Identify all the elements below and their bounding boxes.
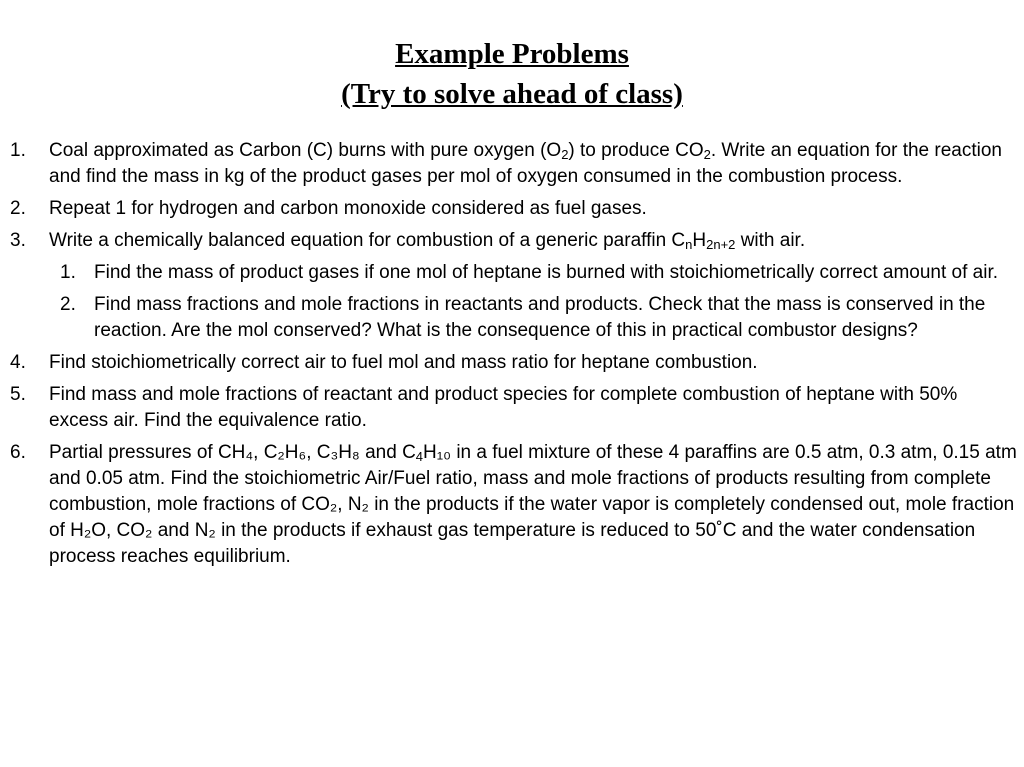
problem-text: ) to produce CO — [568, 140, 704, 161]
problem-text: Repeat 1 for hydrogen and carbon monoxide considered as fuel gases. — [49, 198, 647, 219]
subscript: n — [685, 237, 693, 252]
subproblem-number: 2. — [60, 294, 76, 315]
problem-3 — [0, 228, 1020, 254]
subproblem-number: 1. — [60, 262, 76, 283]
subscript: 2 — [703, 147, 711, 162]
problem-text: Find stoichiometrically correct air to fuel mol and mass ratio for heptane combustion. — [49, 352, 758, 373]
problem-1 — [0, 138, 1020, 190]
problem-number: 4. — [10, 352, 26, 373]
problem-text: Find mass and mole fractions of reactant and product species for complete combustion of heptane with 50% excess air. Find the equivalence ratio. — [49, 384, 958, 431]
problem-5 — [0, 382, 1020, 434]
problem-number: 1. — [10, 140, 26, 161]
problem-text: Coal approximated as Carbon (C) burns with pure oxygen (O — [49, 140, 562, 161]
subscript: 2n+2 — [706, 237, 736, 252]
problem-list — [0, 138, 1020, 576]
problem-4 — [0, 350, 1020, 376]
problem-text: Partial pressures of CH₄, C₂H₆, C₃H₈ and C — [49, 442, 416, 463]
problem-text: . Write an equation for the reaction and find the mass in kg of the product gases per mol of oxygen consumed in the combustion process. — [49, 140, 1002, 187]
problem-number: 6. — [10, 442, 26, 463]
problem-text: H — [692, 230, 707, 251]
problem-3-sub-1 — [0, 260, 1020, 286]
problem-number: 2. — [10, 198, 26, 219]
problem-6 — [0, 440, 1020, 570]
subproblem-text: Find the mass of product gases if one mol of heptane is burned with stoichiometrically correct amount of air. — [94, 262, 999, 283]
problem-number: 3. — [10, 230, 26, 251]
problem-text: Write a chemically balanced equation for combustion of a generic paraffin C — [49, 230, 686, 251]
problem-2 — [0, 196, 1020, 222]
title-line-1: Example Problems — [395, 38, 629, 70]
problem-text: with air. — [735, 230, 806, 251]
subproblem-text: Find mass fractions and mole fractions in reactants and products. Check that the mass is conserved in the reaction. Are the mol conserved? What is the consequence of this in practical combustor designs? — [94, 294, 986, 341]
slide-title — [0, 34, 1024, 114]
subscript: 4 — [415, 449, 424, 464]
problem-number: 5. — [10, 384, 26, 405]
problem-3-sub-2 — [0, 292, 1020, 344]
problem-text: H₁₀ in a fuel mixture of these 4 paraffins are 0.5 atm, 0.3 atm, 0.15 atm and 0.05 atm. Find the stoichiometric Air/Fuel ratio, mass and mole fractions of products resulting from complete combustion, mole fractions of CO₂, N₂ in the products if the water vapor is completely condensed out, mole fraction of H₂O, CO₂ and N₂ in the products if exhaust gas temperature is reduced to 50˚C and the water condensation process reaches equilibrium. — [49, 442, 1017, 567]
title-line-2: (Try to solve ahead of class) — [341, 78, 683, 110]
subscript: 2 — [561, 147, 569, 162]
